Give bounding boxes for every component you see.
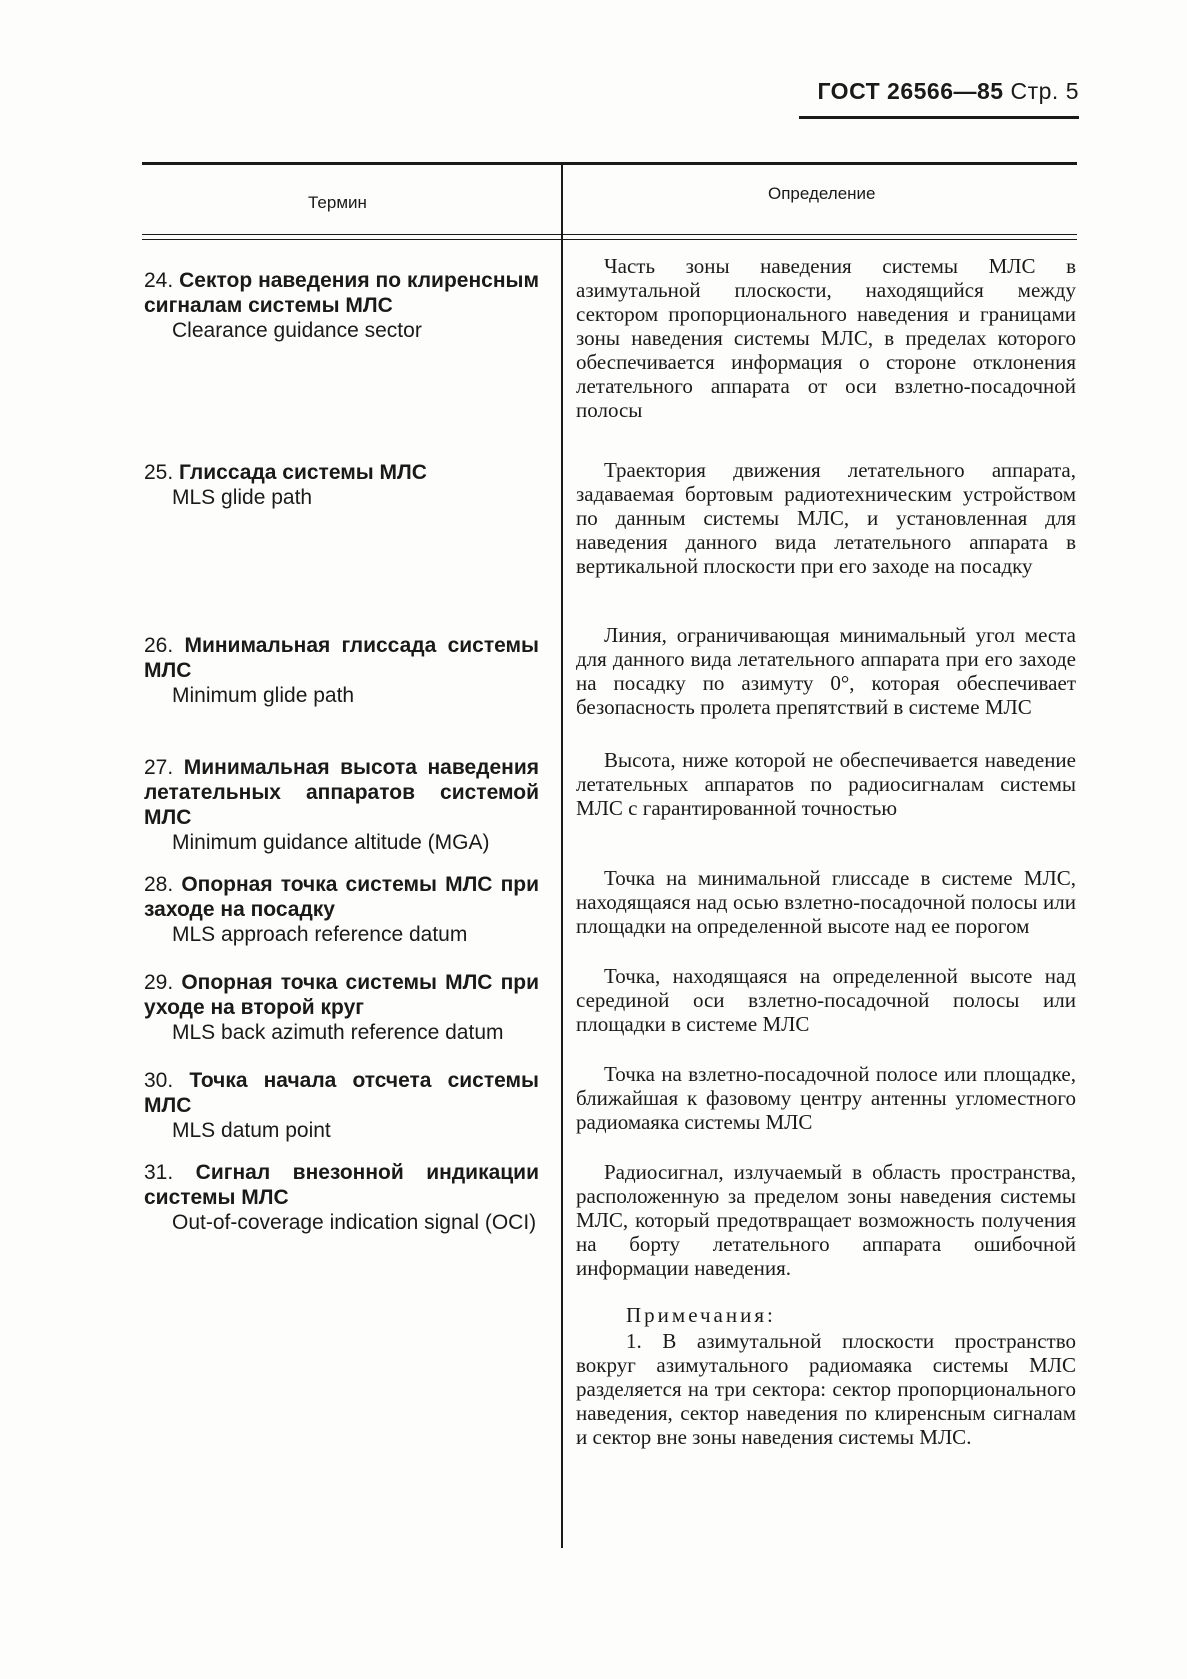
term-ru: Опорная точка системы МЛС при уходе на второй круг <box>144 971 540 1019</box>
term-ru: Опорная точка системы МЛС при заходе на посадку <box>144 873 540 921</box>
term-30 <box>144 1068 539 1143</box>
term-en: MLS approach reference datum <box>172 923 468 946</box>
term-number: 30. <box>144 1069 174 1092</box>
column-header-definition: Определение <box>768 184 876 203</box>
term-en: MLS datum point <box>172 1119 331 1142</box>
term-27 <box>144 755 539 855</box>
term-en: Minimum guidance altitude (MGA) <box>172 831 490 854</box>
term-ru: Сектор наведения по клиренсным сигналам системы МЛС <box>144 269 539 317</box>
term-26 <box>144 633 539 708</box>
definition-26: Линия, ограничивающая минимальный угол места для данного вида летательного аппарата при его заходе на посадку по азимуту 0°, которая обеспечивает безопасность пролета препятствий в системе МЛС <box>576 623 1076 719</box>
term-31 <box>144 1160 539 1235</box>
term-ru: Минимальная глиссада системы МЛС <box>144 634 539 682</box>
notes-title: Примечания: <box>626 1303 776 1327</box>
header-double-rule <box>142 239 1077 240</box>
definition-27: Высота, ниже которой не обеспечивается наведение летательных аппаратов по радиосигналам системы МЛС с гарантированной точностью <box>576 748 1076 820</box>
term-28 <box>144 872 539 947</box>
definition-31: Радиосигнал, излучаемый в область пространства, расположенную за пределом зоны наведения системы МЛС, который предотвращает возможность получения на борту летательного аппарата ошибочной информации наведения. <box>576 1160 1076 1280</box>
term-number: 26. <box>144 634 174 657</box>
page-header <box>817 78 1079 105</box>
table-top-rule <box>142 162 1077 165</box>
doc-code: ГОСТ 26566—85 <box>817 78 1004 104</box>
column-divider <box>561 162 563 1548</box>
term-ru: Глиссада системы МЛС <box>179 461 427 484</box>
term-number: 24. <box>144 269 174 292</box>
term-ru: Сигнал внезонной индикации системы МЛС <box>144 1161 539 1209</box>
term-ru: Точка начала отсчета системы МЛС <box>144 1069 539 1117</box>
header-rule <box>799 116 1079 119</box>
header-double-rule <box>142 234 1077 235</box>
term-24 <box>144 268 539 343</box>
term-en: MLS back azimuth reference datum <box>172 1021 504 1044</box>
term-number: 29. <box>144 971 174 994</box>
term-number: 28. <box>144 873 174 896</box>
note-item: 1. В азимутальной плоскости пространство вокруг азимутального радиомаяка системы МЛС разделяется на три сектора: сектор пропорционального наведения, сектор наведения по клиренсным сигналам и сектор вне зоны наведения системы МЛС. <box>576 1329 1076 1449</box>
term-25 <box>144 460 539 510</box>
definition-30: Точка на взлетно-посадочной полосе или площадке, ближайшая к фазовому центру антенны угломестного радиомаяка системы МЛС <box>576 1062 1076 1134</box>
page-number: Стр. 5 <box>1010 78 1079 104</box>
column-header-term: Термин <box>308 193 367 212</box>
term-en: Clearance guidance sector <box>172 319 422 342</box>
term-number: 25. <box>144 461 174 484</box>
term-en: MLS glide path <box>172 486 313 509</box>
definition-24: Часть зоны наведения системы МЛС в азимутальной плоскости, находящийся между сектором пропорционального наведения и границами зоны наведения системы МЛС, в пределах которого обеспечивается информация о стороне отклонения летательного аппарата от оси взлетно-посадочной полосы <box>576 254 1076 422</box>
term-en: Out-of-coverage indication signal (OCI) <box>172 1211 537 1234</box>
term-number: 31. <box>144 1161 174 1184</box>
term-number: 27. <box>144 756 174 779</box>
term-ru: Минимальная высота наведения летательных аппаратов системой МЛС <box>144 756 539 829</box>
definition-28: Точка на минимальной глиссаде в системе МЛС, находящаяся над осью взлетно-посадочной полосы или площадки на определенной высоте над ее порогом <box>576 866 1076 938</box>
term-en: Minimum glide path <box>172 684 355 707</box>
term-29 <box>144 970 539 1045</box>
definition-29: Точка, находящаяся на определенной высоте над серединой оси взлетно-посадочной полосы или площадки в системе МЛС <box>576 964 1076 1036</box>
definition-25: Траектория движения летательного аппарата, задаваемая бортовым радиотехническим устройством по данным системы МЛС, и установленная для наведения данного вида летательного аппарата в вертикальной плоскости при его заходе на посадку <box>576 458 1076 578</box>
